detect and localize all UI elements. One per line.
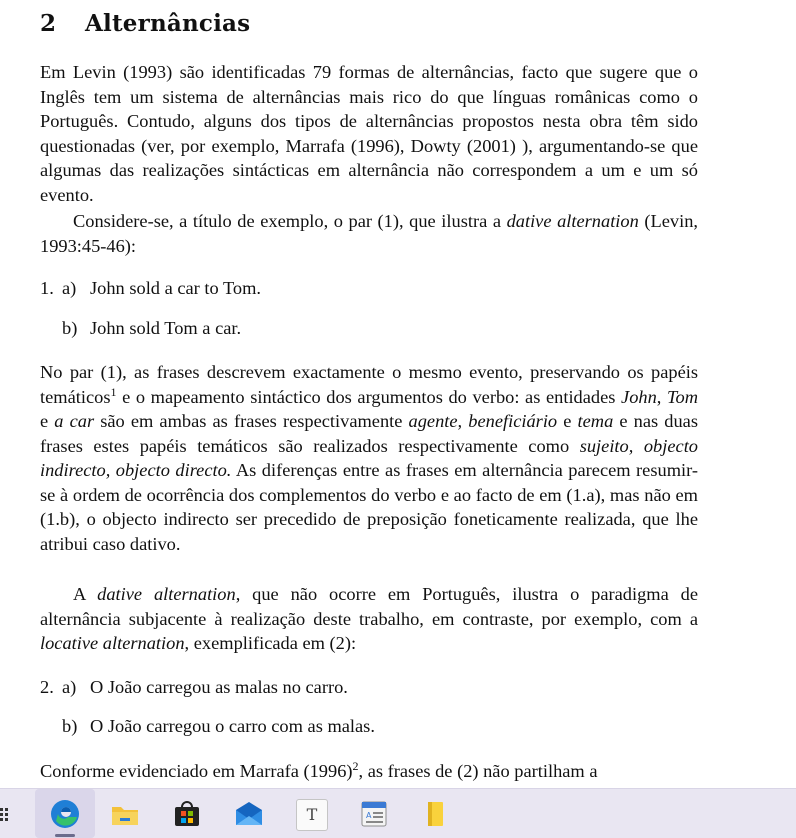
p2-term: dative alternation (506, 211, 639, 231)
text-editor-icon[interactable]: T (296, 799, 328, 831)
paragraph-5 (40, 759, 698, 784)
paragraph-2 (40, 209, 698, 258)
p2-text-b: (Levin, 1993:45-46): (40, 211, 699, 256)
p3-text-c: , (656, 386, 667, 407)
mail-icon[interactable] (232, 797, 266, 831)
example-1a-text: John sold a car to Tom. (90, 278, 262, 298)
example-2b-label: b) (62, 716, 78, 736)
section-number: 2 (40, 10, 57, 37)
p3-role-tema: tema (577, 411, 614, 431)
section-heading (40, 10, 250, 37)
example-1a-label: a) (62, 278, 77, 298)
example-2-number: 2. (40, 677, 54, 697)
p3-text-d: e (40, 411, 55, 431)
footnote-ref-2[interactable]: 2 (352, 759, 359, 773)
footnote-ref-1[interactable]: 1 (110, 384, 117, 399)
paragraph-4 (40, 582, 698, 656)
example-1b-label: b) (62, 318, 78, 338)
p4-term-dative: dative alternation (97, 584, 236, 604)
taskbar (0, 788, 796, 838)
p4-term-locative: locative alternation (40, 633, 185, 653)
p4-text-a: A (73, 584, 98, 604)
example-1b-text: John sold Tom a car. (90, 318, 242, 338)
widgets-icon[interactable] (0, 797, 30, 831)
svg-text:A: A (366, 811, 372, 820)
p3-text-b: e o mapeamento sintáctico dos argumentos do verbo: as entidades (116, 386, 622, 407)
example-2a-text: O João carregou as malas no carro. (90, 677, 348, 697)
p3-text-e: são em ambas as frases respectivamente (94, 411, 409, 431)
p3-roles: agente, beneficiário (408, 411, 558, 431)
section-title: Alternâncias (85, 10, 251, 37)
p3-entity-john: John (621, 386, 657, 407)
p3-text-g: e nas duas frases estes papéis temáticos são realizados respectivamente como (40, 411, 698, 456)
p2-text-a: Considere-se, a título de exemplo, o par (1), que ilustra a (73, 211, 507, 231)
sticky-notes-icon[interactable] (419, 797, 453, 831)
edge-icon[interactable] (48, 797, 82, 831)
paragraph-3 (40, 360, 698, 556)
store-icon[interactable] (170, 797, 204, 831)
example-2b-text: O João carregou o carro com as malas. (90, 716, 375, 736)
p5-text-b: , as frases de (2) não partilham a (358, 761, 598, 781)
p3-entity-tom: Tom (666, 386, 698, 407)
p4-text-c: , exemplificada em (2): (184, 633, 357, 653)
example-1-number: 1. (40, 278, 54, 298)
p5-text-a: Conforme evidenciado em Marrafa (1996) (40, 761, 353, 781)
example-2a-label: a) (62, 677, 77, 697)
document-viewer-icon[interactable] (357, 797, 391, 831)
p3-text-h: As diferenças entre as frases em alternância parecem resumir-se à ordem de ocorrência dos complementos do verbo e ao facto de em (1.a), mas não em (1.b), o objecto indirecto ser precedido de preposição foneticamente realizada, que lhe atribui caso dativo. (40, 460, 698, 554)
file-explorer-icon[interactable] (108, 797, 142, 831)
p3-text-a: No par (1), as frases descrevem exactamente o mesmo evento, preservando os papéis temáticos (40, 362, 698, 407)
p4-text-b: , que não ocorre em Português, ilustra o paradigma de alternância subjacente à realização deste trabalho, em contraste, por exemplo, com a (40, 584, 698, 629)
p3-text-f: e (557, 411, 578, 431)
paragraph-1: Em Levin (1993) são identificadas 79 formas de alternâncias, facto que sugere que o Inglês tem um sistema de alternâncias mais rico do que línguas românicas como o Português. Contudo, alguns dos tipos de alternâncias propostos nesta obra têm sido questionadas (ver, por exemplo, Marrafa (1996), Dowty (2001) ), argumentando-se que algumas das realizações sintácticas em alternância não correspondem a um e um só evento. (40, 62, 698, 205)
p3-entity-car: a car (54, 411, 95, 431)
p3-functions: sujeito, objecto indirecto, objecto directo. (40, 435, 698, 480)
